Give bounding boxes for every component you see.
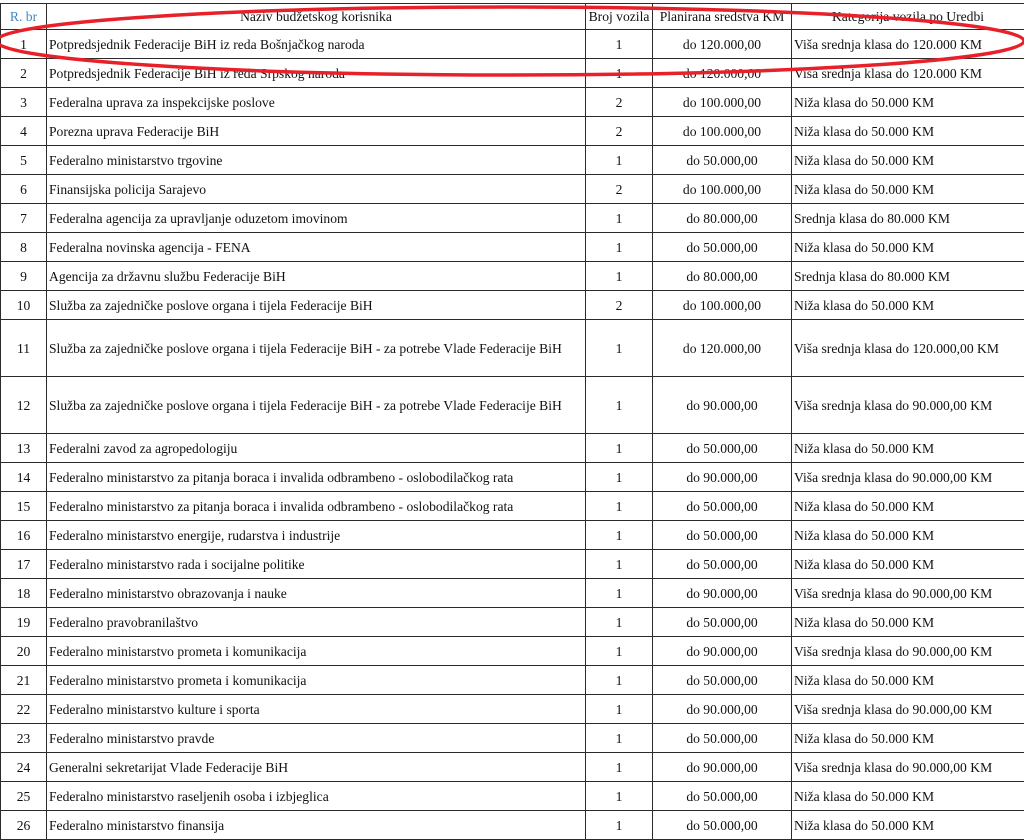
cell-plan: do 90.000,00	[653, 695, 792, 724]
cell-name: Agencija za državnu službu Federacije BiH	[47, 262, 586, 291]
cell-plan: do 90.000,00	[653, 753, 792, 782]
cell-kat: Viša srednja klasa do 90.000,00 KM	[792, 695, 1024, 724]
cell-name: Potpredsjednik Federacije BiH iz reda Srpskog naroda	[47, 59, 586, 88]
header-plan: Planirana sredstva KM	[653, 4, 792, 30]
cell-rbr: 20	[1, 637, 47, 666]
cell-rbr: 9	[1, 262, 47, 291]
table-row	[1, 695, 1024, 724]
cell-name: Federalna novinska agencija - FENA	[47, 233, 586, 262]
cell-broj: 1	[586, 695, 653, 724]
cell-kat: Srednja klasa do 80.000 KM	[792, 204, 1024, 233]
cell-rbr: 19	[1, 608, 47, 637]
header-broj: Broj vozila	[586, 4, 653, 30]
header-kat: Kategorija vozila po Uredbi	[792, 4, 1024, 30]
cell-kat: Niža klasa do 50.000 KM	[792, 291, 1024, 320]
cell-broj: 2	[586, 88, 653, 117]
table-row	[1, 377, 1024, 434]
cell-plan: do 120.000,00	[653, 59, 792, 88]
table-row	[1, 753, 1024, 782]
cell-broj: 2	[586, 117, 653, 146]
table-row	[1, 262, 1024, 291]
cell-broj: 1	[586, 262, 653, 291]
header-name: Naziv budžetskog korisnika	[47, 4, 586, 30]
cell-broj: 1	[586, 30, 653, 59]
cell-rbr: 18	[1, 579, 47, 608]
cell-name: Federalno ministarstvo raseljenih osoba i izbjeglica	[47, 782, 586, 811]
cell-plan: do 90.000,00	[653, 377, 792, 434]
cell-name: Federalna uprava za inspekcijske poslove	[47, 88, 586, 117]
cell-kat: Niža klasa do 50.000 KM	[792, 492, 1024, 521]
cell-rbr: 11	[1, 320, 47, 377]
cell-kat: Viša srednja klasa do 90.000,00 KM	[792, 753, 1024, 782]
cell-broj: 1	[586, 579, 653, 608]
cell-broj: 2	[586, 291, 653, 320]
cell-broj: 1	[586, 753, 653, 782]
table-row	[1, 782, 1024, 811]
cell-broj: 1	[586, 233, 653, 262]
cell-name: Federalna agencija za upravljanje oduzetom imovinom	[47, 204, 586, 233]
cell-plan: do 50.000,00	[653, 233, 792, 262]
header-rbr: R. br	[1, 4, 47, 30]
table-row	[1, 175, 1024, 204]
cell-kat: Viša srednja klasa do 120.000 KM	[792, 59, 1024, 88]
cell-name: Federalni zavod za agropedologiju	[47, 434, 586, 463]
cell-plan: do 90.000,00	[653, 463, 792, 492]
cell-name: Federalno ministarstvo finansija	[47, 811, 586, 840]
table-row	[1, 117, 1024, 146]
cell-plan: do 100.000,00	[653, 117, 792, 146]
cell-rbr: 23	[1, 724, 47, 753]
cell-plan: do 50.000,00	[653, 608, 792, 637]
cell-plan: do 50.000,00	[653, 666, 792, 695]
cell-kat: Viša srednja klasa do 90.000,00 KM	[792, 579, 1024, 608]
cell-kat: Niža klasa do 50.000 KM	[792, 811, 1024, 840]
cell-name: Porezna uprava Federacije BiH	[47, 117, 586, 146]
table-body	[1, 30, 1024, 840]
cell-broj: 1	[586, 146, 653, 175]
cell-kat: Viša srednja klasa do 120.000 KM	[792, 30, 1024, 59]
cell-kat: Viša srednja klasa do 90.000,00 KM	[792, 463, 1024, 492]
cell-rbr: 3	[1, 88, 47, 117]
table-row	[1, 320, 1024, 377]
table-row	[1, 666, 1024, 695]
cell-plan: do 120.000,00	[653, 320, 792, 377]
cell-broj: 1	[586, 782, 653, 811]
cell-name: Federalno ministarstvo prometa i komunikacija	[47, 637, 586, 666]
cell-kat: Niža klasa do 50.000 KM	[792, 146, 1024, 175]
table-row	[1, 463, 1024, 492]
vehicle-allocation-table	[0, 3, 1024, 840]
cell-broj: 1	[586, 320, 653, 377]
cell-rbr: 17	[1, 550, 47, 579]
cell-broj: 1	[586, 434, 653, 463]
table-row	[1, 434, 1024, 463]
cell-rbr: 10	[1, 291, 47, 320]
table-row	[1, 233, 1024, 262]
cell-name: Federalno ministarstvo kulture i sporta	[47, 695, 586, 724]
cell-plan: do 80.000,00	[653, 204, 792, 233]
cell-plan: do 90.000,00	[653, 579, 792, 608]
cell-plan: do 120.000,00	[653, 30, 792, 59]
cell-name: Federalno ministarstvo pravde	[47, 724, 586, 753]
cell-plan: do 50.000,00	[653, 811, 792, 840]
cell-plan: do 50.000,00	[653, 521, 792, 550]
cell-kat: Srednja klasa do 80.000 KM	[792, 262, 1024, 291]
cell-broj: 1	[586, 59, 653, 88]
cell-rbr: 7	[1, 204, 47, 233]
cell-rbr: 2	[1, 59, 47, 88]
table-row	[1, 637, 1024, 666]
table-row	[1, 59, 1024, 88]
cell-rbr: 8	[1, 233, 47, 262]
cell-name: Federalno pravobranilaštvo	[47, 608, 586, 637]
cell-rbr: 6	[1, 175, 47, 204]
cell-name: Federalno ministarstvo trgovine	[47, 146, 586, 175]
cell-name: Služba za zajedničke poslove organa i tijela Federacije BiH - za potrebe Vlade Federacije BiH	[47, 377, 586, 434]
cell-kat: Viša srednja klasa do 90.000,00 KM	[792, 637, 1024, 666]
cell-broj: 2	[586, 175, 653, 204]
cell-name: Federalno ministarstvo prometa i komunikacija	[47, 666, 586, 695]
cell-plan: do 50.000,00	[653, 146, 792, 175]
table-row	[1, 811, 1024, 840]
cell-rbr: 1	[1, 30, 47, 59]
cell-broj: 1	[586, 521, 653, 550]
cell-kat: Niža klasa do 50.000 KM	[792, 117, 1024, 146]
cell-kat: Viša srednja klasa do 90.000,00 KM	[792, 377, 1024, 434]
cell-rbr: 26	[1, 811, 47, 840]
cell-rbr: 24	[1, 753, 47, 782]
cell-rbr: 5	[1, 146, 47, 175]
cell-plan: do 50.000,00	[653, 724, 792, 753]
cell-rbr: 14	[1, 463, 47, 492]
table-row	[1, 30, 1024, 59]
cell-broj: 1	[586, 637, 653, 666]
cell-kat: Viša srednja klasa do 120.000,00 KM	[792, 320, 1024, 377]
cell-name: Generalni sekretarijat Vlade Federacije BiH	[47, 753, 586, 782]
table-row	[1, 291, 1024, 320]
cell-kat: Niža klasa do 50.000 KM	[792, 666, 1024, 695]
cell-plan: do 80.000,00	[653, 262, 792, 291]
cell-name: Federalno ministarstvo za pitanja boraca i invalida odbrambeno - oslobodilačkog rata	[47, 463, 586, 492]
cell-broj: 1	[586, 724, 653, 753]
cell-plan: do 50.000,00	[653, 782, 792, 811]
cell-plan: do 100.000,00	[653, 88, 792, 117]
cell-kat: Niža klasa do 50.000 KM	[792, 550, 1024, 579]
cell-name: Finansijska policija Sarajevo	[47, 175, 586, 204]
cell-rbr: 25	[1, 782, 47, 811]
cell-broj: 1	[586, 811, 653, 840]
table-row	[1, 492, 1024, 521]
cell-plan: do 90.000,00	[653, 637, 792, 666]
table-row	[1, 88, 1024, 117]
cell-name: Služba za zajedničke poslove organa i tijela Federacije BiH	[47, 291, 586, 320]
cell-plan: do 100.000,00	[653, 291, 792, 320]
cell-rbr: 22	[1, 695, 47, 724]
cell-broj: 1	[586, 666, 653, 695]
table-row	[1, 521, 1024, 550]
cell-kat: Niža klasa do 50.000 KM	[792, 608, 1024, 637]
cell-rbr: 4	[1, 117, 47, 146]
cell-name: Federalno ministarstvo rada i socijalne politike	[47, 550, 586, 579]
cell-kat: Niža klasa do 50.000 KM	[792, 782, 1024, 811]
cell-plan: do 50.000,00	[653, 434, 792, 463]
cell-name: Federalno ministarstvo energije, rudarstva i industrije	[47, 521, 586, 550]
cell-rbr: 21	[1, 666, 47, 695]
cell-broj: 1	[586, 492, 653, 521]
cell-kat: Niža klasa do 50.000 KM	[792, 434, 1024, 463]
table-row	[1, 146, 1024, 175]
table-row	[1, 550, 1024, 579]
cell-name: Služba za zajedničke poslove organa i tijela Federacije BiH - za potrebe Vlade Federacije BiH	[47, 320, 586, 377]
cell-plan: do 50.000,00	[653, 550, 792, 579]
table-header-row	[1, 4, 1024, 30]
table-row	[1, 724, 1024, 753]
cell-broj: 1	[586, 550, 653, 579]
cell-plan: do 100.000,00	[653, 175, 792, 204]
cell-rbr: 15	[1, 492, 47, 521]
cell-rbr: 12	[1, 377, 47, 434]
cell-plan: do 50.000,00	[653, 492, 792, 521]
cell-broj: 1	[586, 463, 653, 492]
cell-kat: Niža klasa do 50.000 KM	[792, 521, 1024, 550]
cell-rbr: 16	[1, 521, 47, 550]
cell-rbr: 13	[1, 434, 47, 463]
cell-kat: Niža klasa do 50.000 KM	[792, 175, 1024, 204]
cell-broj: 1	[586, 608, 653, 637]
table-row	[1, 579, 1024, 608]
cell-broj: 1	[586, 377, 653, 434]
cell-name: Federalno ministarstvo obrazovanja i nauke	[47, 579, 586, 608]
cell-name: Federalno ministarstvo za pitanja boraca i invalida odbrambeno - oslobodilačkog rata	[47, 492, 586, 521]
cell-kat: Niža klasa do 50.000 KM	[792, 724, 1024, 753]
table-row	[1, 608, 1024, 637]
cell-broj: 1	[586, 204, 653, 233]
cell-name: Potpredsjednik Federacije BiH iz reda Bošnjačkog naroda	[47, 30, 586, 59]
cell-kat: Niža klasa do 50.000 KM	[792, 88, 1024, 117]
cell-kat: Niža klasa do 50.000 KM	[792, 233, 1024, 262]
table-row	[1, 204, 1024, 233]
